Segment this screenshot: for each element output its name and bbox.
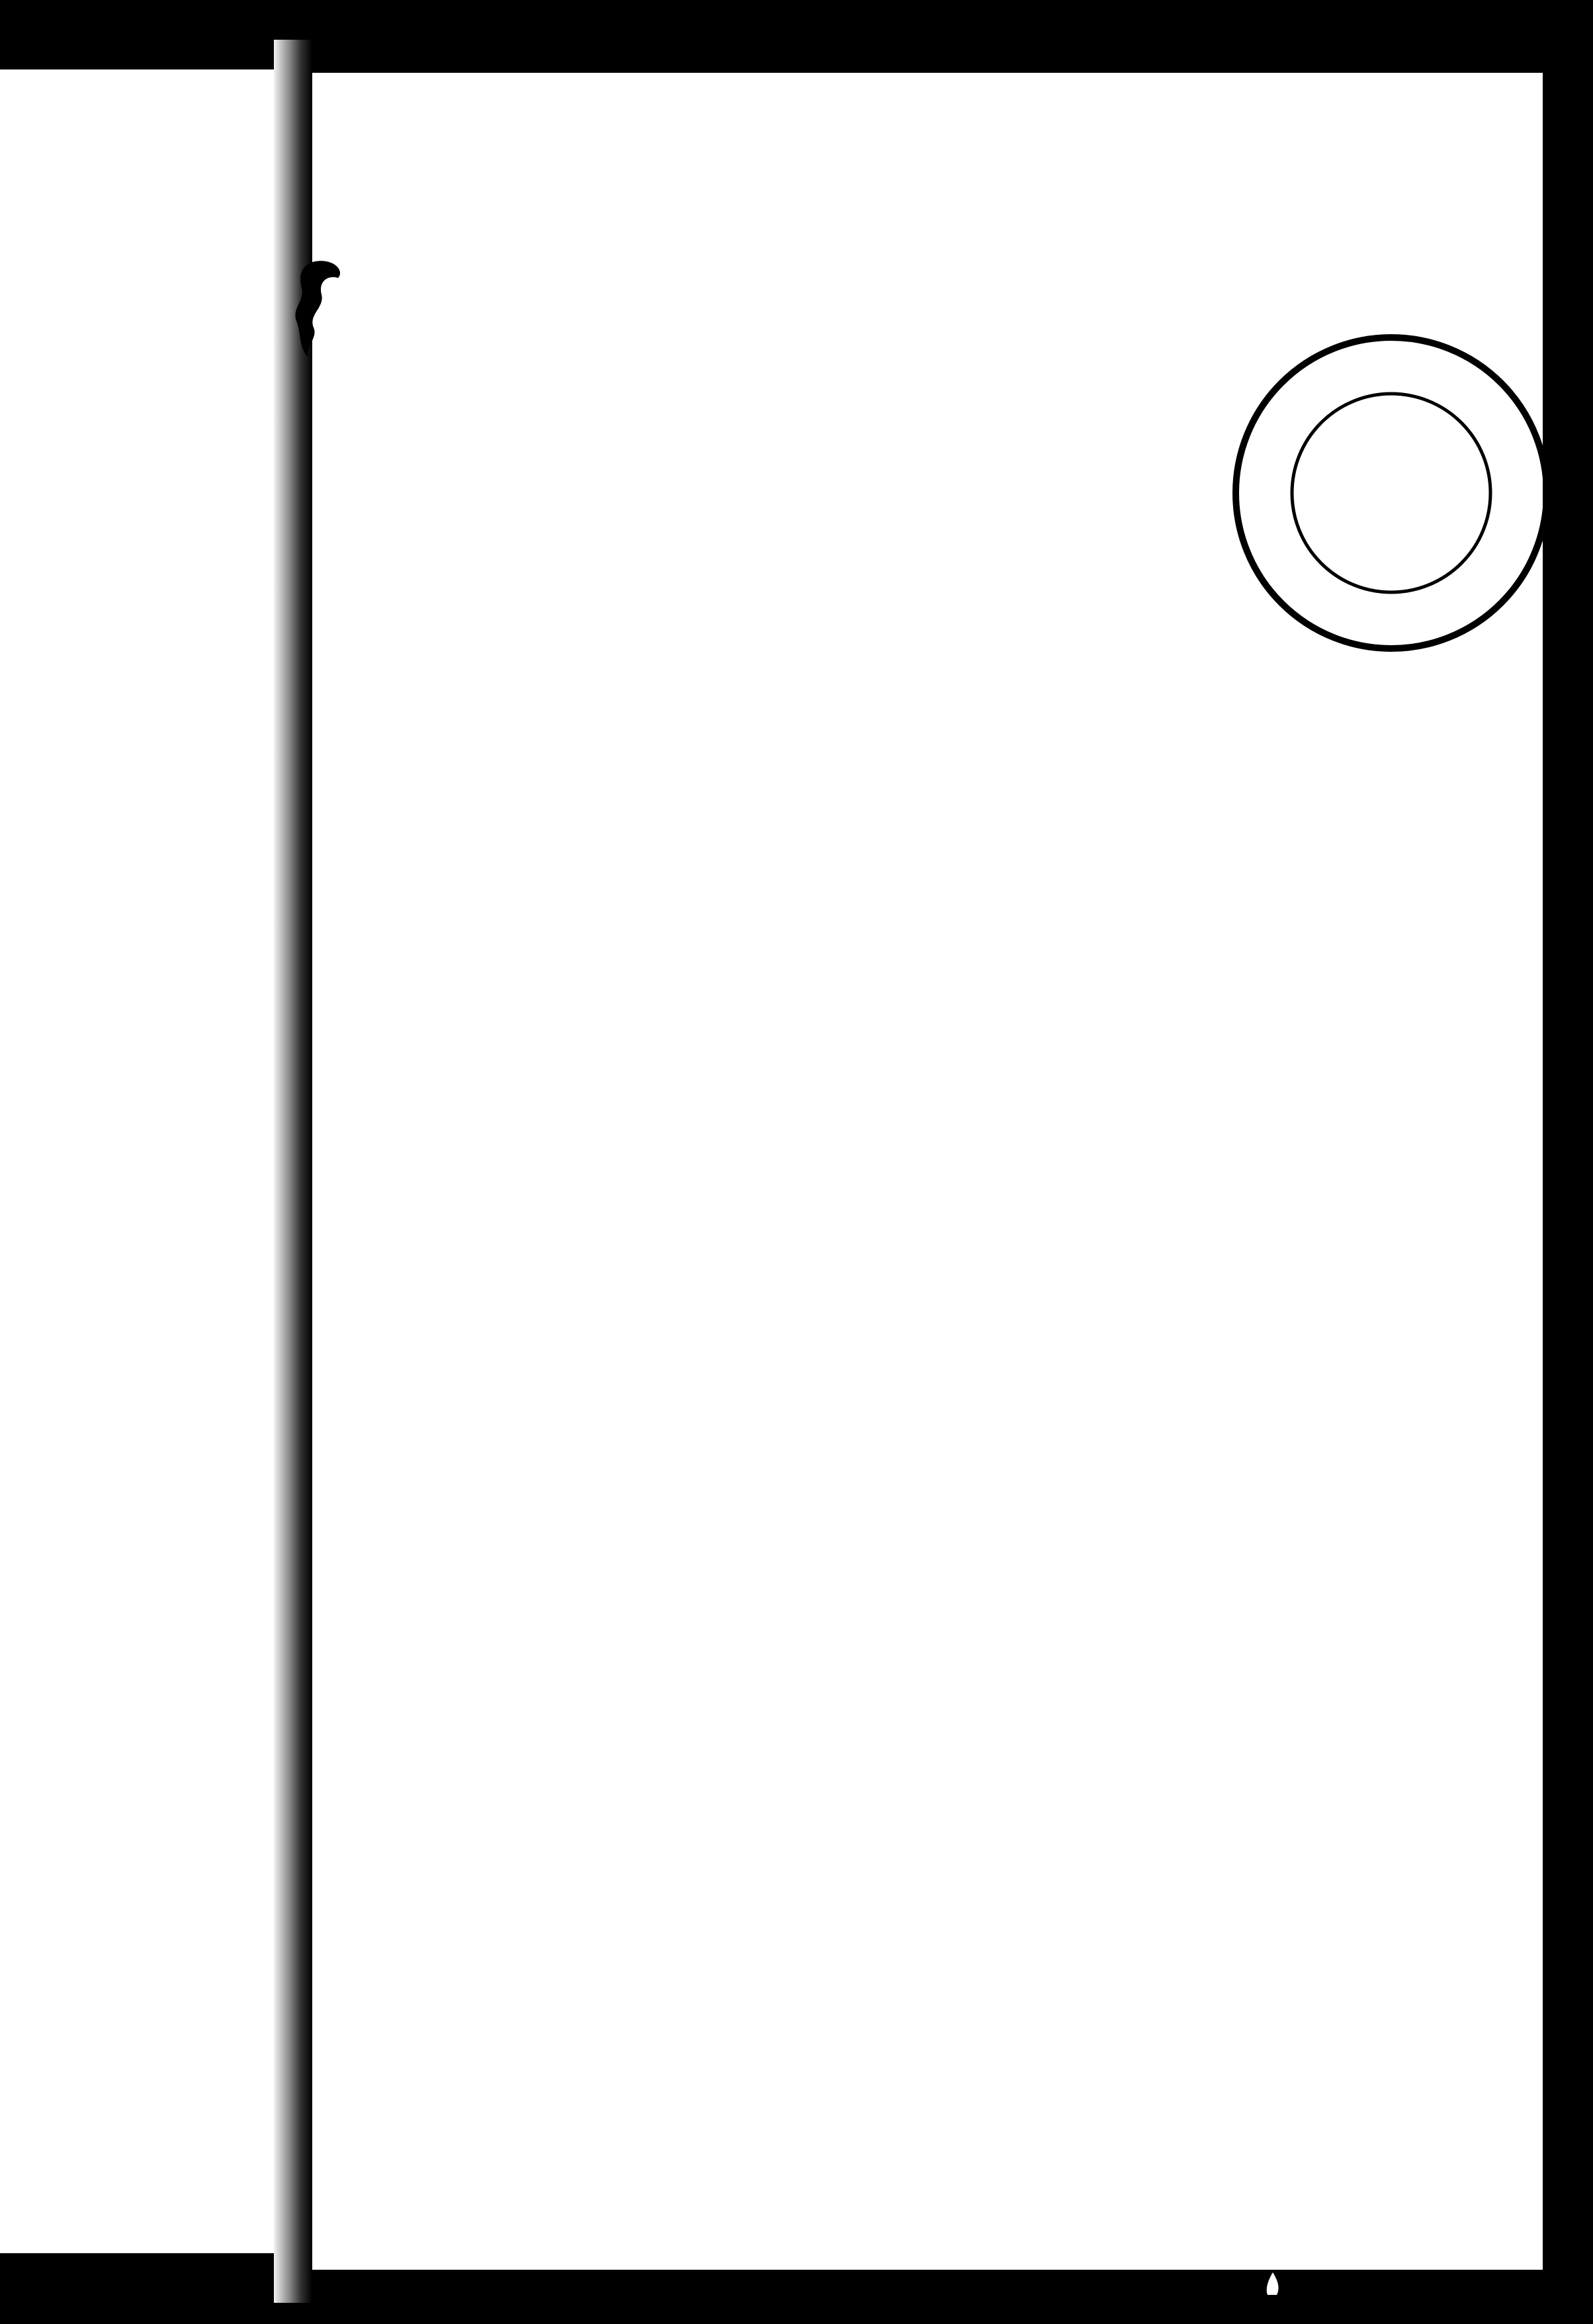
ink-blot-decoration	[288, 255, 348, 361]
left-page	[0, 69, 274, 2253]
ink-speck	[1264, 2270, 1282, 2296]
stamp-bottom-lettering	[1191, 371, 1561, 675]
book-spine	[274, 40, 312, 2303]
